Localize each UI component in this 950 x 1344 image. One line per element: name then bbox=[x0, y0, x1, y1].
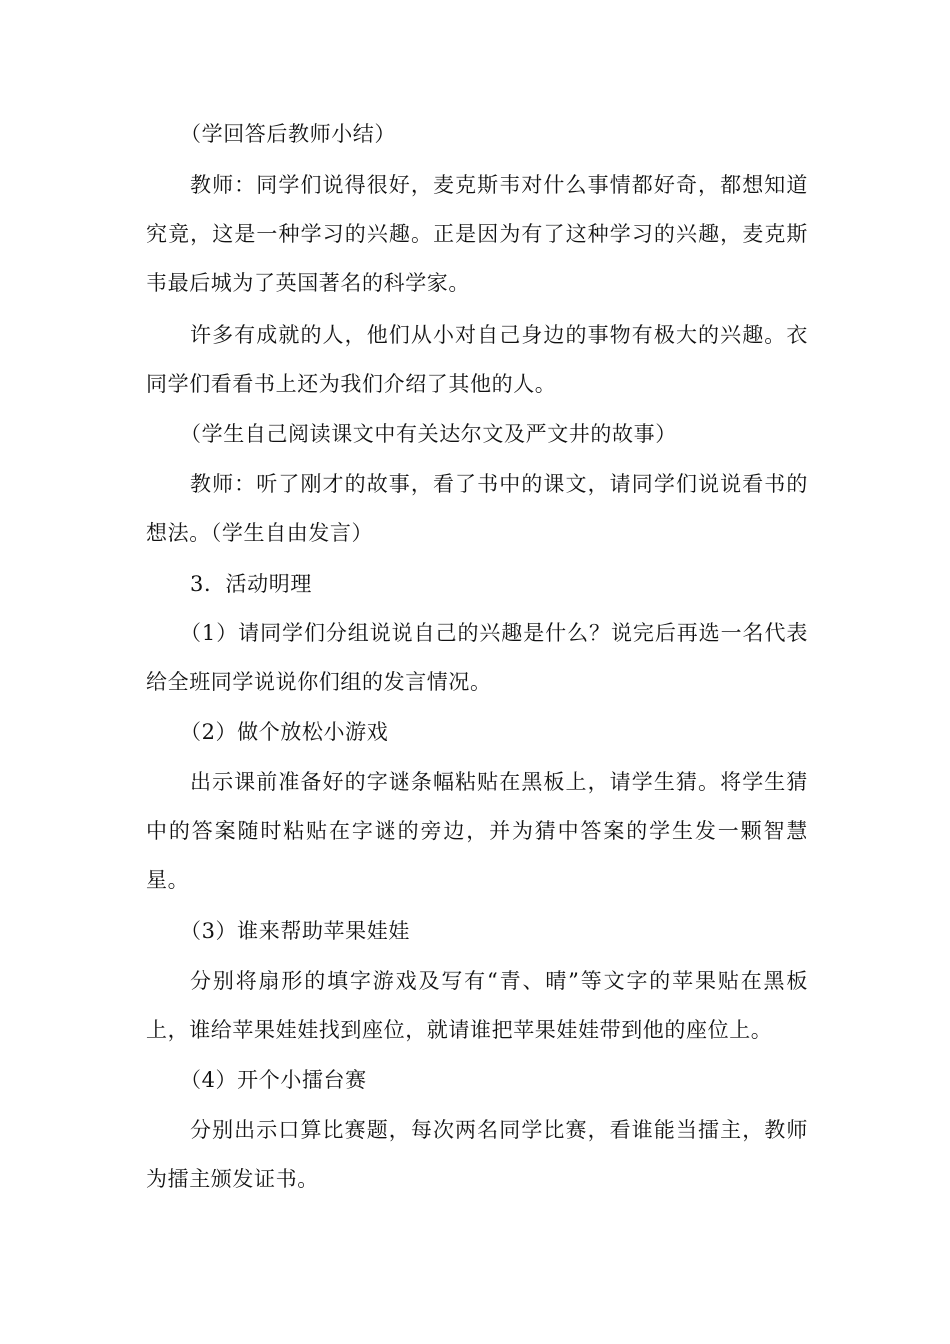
paragraph-teacher-summary-note: （学回答后教师小结） bbox=[180, 122, 396, 146]
paragraph-item-1: （1）请同学们分组说说自己的兴趣是什么？说完后再选一名代表给全班同学说说你们组的发言情况。 bbox=[146, 621, 808, 694]
paragraph-item-2-title: （2）做个放松小游戏 bbox=[180, 720, 389, 744]
paragraph-item-2-body: 出示课前准备好的字谜条幅粘贴在黑板上，请学生猜。将学生猜中的答案随时粘贴在字谜的旁边，并为猜中答案的学生发一颗智慧星。 bbox=[146, 770, 808, 892]
paragraph-accomplished-people: 许多有成就的人，他们从小对自己身边的事物有极大的兴趣。衣同学们看看书上还为我们介绍了其他的人。 bbox=[146, 323, 808, 396]
paragraph-item-3-body: 分别将扇形的填字游戏及写有“青、晴”等文字的苹果贴在黑板上，谁给苹果娃娃找到座位，就请谁把苹果娃娃带到他的座位上。 bbox=[146, 969, 808, 1042]
paragraph-teacher-ask-thoughts: 教师：听了刚才的故事，看了书中的课文，请同学们说说看书的想法。（学生自由发言） bbox=[146, 472, 808, 545]
paragraph-item-3-title: （3）谁来帮助苹果娃娃 bbox=[180, 919, 410, 943]
paragraph-item-4-title: （4）开个小擂台赛 bbox=[180, 1068, 367, 1092]
paragraph-teacher-maxwell: 教师：同学们说得很好，麦克斯韦对什么事情都好奇，都想知道究竟，这是一种学习的兴趣。正是因为有了这种学习的兴趣，麦克斯韦最后城为了英国著名的科学家。 bbox=[146, 173, 808, 295]
section-heading-activity: 3．活动明理 bbox=[190, 572, 312, 596]
paragraph-student-reading-note: （学生自己阅读课文中有关达尔文及严文井的故事） bbox=[180, 422, 677, 446]
paragraph-item-4-body: 分别出示口算比赛题，每次两名同学比赛，看谁能当擂主，教师为擂主颁发证书。 bbox=[146, 1118, 808, 1191]
